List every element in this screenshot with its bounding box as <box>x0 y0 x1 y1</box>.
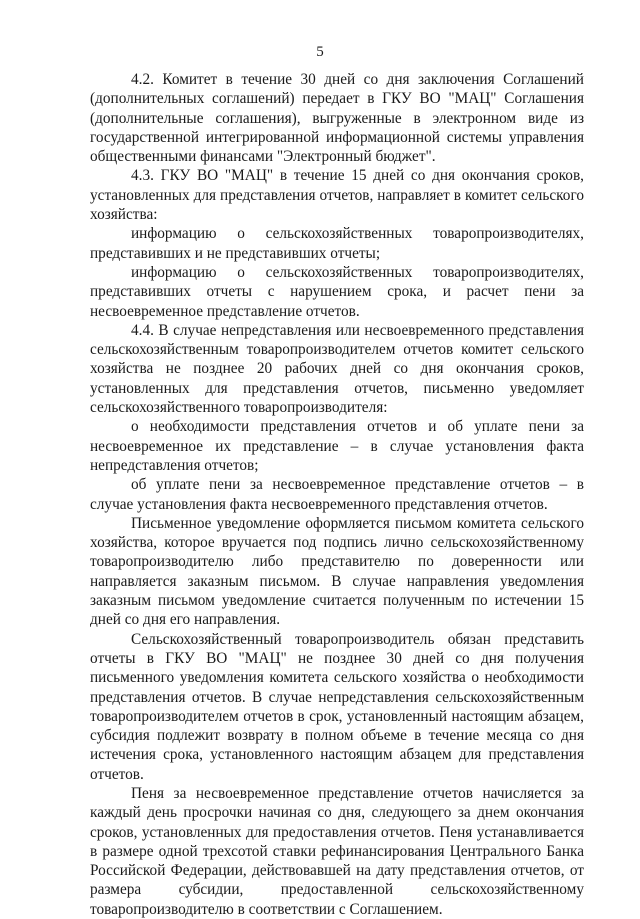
document-body <box>90 70 584 919</box>
paragraph-notification: Письменное уведомление оформляется письмом комитета сельского хозяйства, которое вручается под подпись лично сельскохозяйственному товаропроизводителю либо представителю по доверенности или направляется заказным письмом. В случае направления уведомления заказным письмом уведомление считается полученным по истечении 15 дней со дня его направления. <box>90 514 584 629</box>
paragraph-4-4: 4.4. В случае непредставления или несвоевременного представления сельскохозяйственным товаропроизводителем отчетов комитет сельского хозяйства не позднее 20 рабочих дней со дня окончания сроков, установленных для представления отчетов, письменно уведомляет сельскохозяйственного товаропроизводителя: <box>90 321 584 417</box>
page-number: 5 <box>316 44 324 60</box>
paragraph-4-4-item-2: об уплате пени за несвоевременное представление отчетов – в случае установления факта несвоевременного представления отчетов. <box>90 476 584 513</box>
paragraph-4-3: 4.3. ГКУ ВО "МАЦ" в течение 15 дней со дня окончания сроков, установленных для представления отчетов, направляет в комитет сельского хозяйства: <box>90 167 584 224</box>
paragraph-4-4-item-1: о необходимости представления отчетов и об уплате пени за несвоевременное их представление – в случае установления факта непредставления отчетов; <box>90 418 584 474</box>
paragraph-4-2: 4.2. Комитет в течение 30 дней со дня заключения Соглашений (дополнительных соглашений) передает в ГКУ ВО "МАЦ" Соглашения (дополнительные соглашения), выгруженные в электронном виде из государственной интегрированной информационной системы управления общественными финансами "Электронный бюджет". <box>90 71 584 166</box>
paragraph-obligation: Сельскохозяйственный товаропроизводитель обязан представить отчеты в ГКУ ВО "МАЦ" не позднее 30 дней со дня получения письменного уведомления комитета сельского хозяйства о необходимости представления отчетов. В случае непредставления сельскохозяйственным товаропроизводителем отчетов в срок, установленный настоящим абзацем, субсидия подлежит возврату в полном объеме в течение месяца со дня истечения срока, установленного настоящим абзацем для представления отчетов. <box>90 630 584 783</box>
paragraph-4-3-item-1: информацию о сельскохозяйственных товаропроизводителях, представивших и не представивших отчеты; <box>90 225 584 262</box>
paragraph-4-3-item-2: информацию о сельскохозяйственных товаропроизводителях, представивших отчеты с нарушением срока, и расчет пени за несвоевременное представление отчетов. <box>90 263 584 320</box>
paragraph-penalty: Пеня за несвоевременное представление отчетов начисляется за каждый день просрочки начиная со дня, следующего за днем окончания сроков, установленных для предоставления отчетов. Пеня устанавливается в размере одной трехсотой ставки рефинансирования Центрального Банка Российской Федерации, действовавшей на дату представления отчетов, от размера субсидии, предоставленной сельскохозяйственному товаропроизводителю в соответствии с Соглашением. <box>90 784 584 918</box>
